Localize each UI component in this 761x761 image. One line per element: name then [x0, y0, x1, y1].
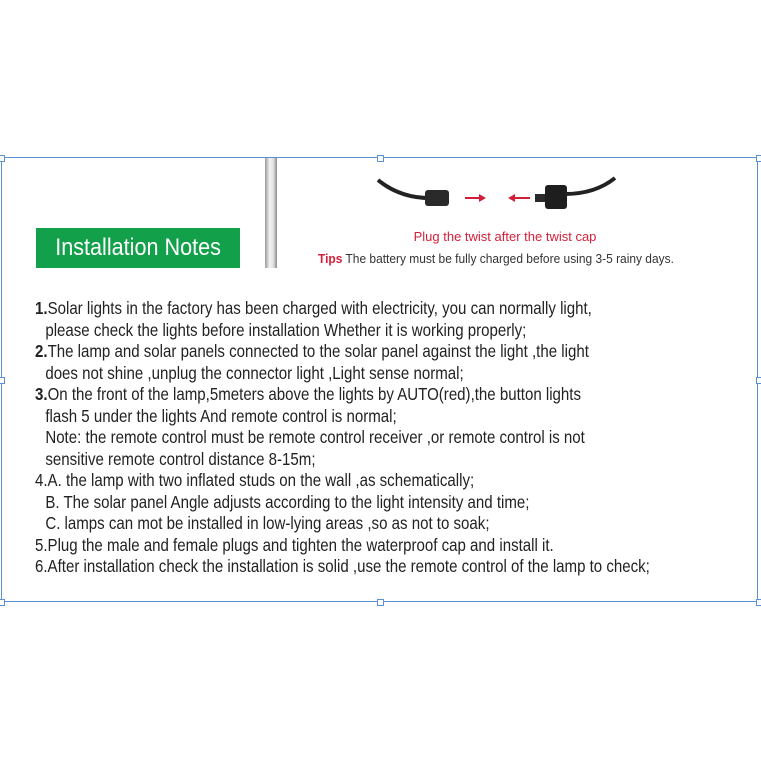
lamp-pole-image [265, 158, 277, 268]
resize-handle[interactable] [0, 599, 5, 606]
arrow-left-icon [508, 194, 530, 202]
note-line: 4.A. the lamp with two inflated studs on the wall ,as schematically; [35, 470, 475, 490]
note-line: Note: the remote control must be remote control receiver ,or remote control is not [45, 427, 585, 447]
note-line [35, 341, 650, 363]
note-number: 2. [35, 341, 48, 361]
tips-label: Tips [318, 251, 343, 266]
note-line: please check the lights before installation Whether it is working properly; [45, 319, 527, 340]
note-line: flash 5 under the lights And remote control is normal; [45, 405, 397, 426]
note-text: On the front of the lamp,5meters above the lights by AUTO(red),the button lights [47, 384, 582, 404]
connector-cable-diagram [375, 170, 620, 215]
tips-text: The battery must be fully charged before using 3-5 rainy days. [342, 251, 674, 266]
note-number: 3. [35, 384, 48, 404]
female-plug-icon [425, 190, 449, 206]
note-number: 1. [35, 298, 48, 318]
note-text: Solar lights in the factory has been charged with electricity, you can normally light, [47, 298, 592, 318]
note-line: C. lamps can mot be installed in low-lying areas ,so as not to soak; [45, 513, 490, 533]
resize-handle[interactable] [377, 155, 384, 162]
tips-line [318, 251, 674, 266]
note-text: The lamp and solar panels connected to the solar panel against the light ,the light [47, 341, 589, 361]
note-line [35, 384, 650, 406]
resize-handle[interactable] [377, 599, 384, 606]
resize-handle[interactable] [756, 377, 761, 384]
resize-handle[interactable] [0, 155, 5, 162]
note-line: B. The solar panel Angle adjusts according to the light intensity and time; [45, 491, 530, 512]
installation-notes-title [36, 228, 240, 268]
diagram-caption: Plug the twist after the twist cap [413, 229, 597, 244]
note-line: 5.Plug the male and female plugs and tighten the waterproof cap and install it. [35, 534, 554, 555]
arrow-right-icon [465, 194, 486, 202]
resize-handle[interactable] [756, 155, 761, 162]
note-line [35, 298, 650, 320]
resize-handle[interactable] [756, 599, 761, 606]
note-line: does not shine ,unplug the connector light ,Light sense normal; [45, 362, 464, 383]
male-plug-icon [545, 185, 567, 209]
installation-notes-list [35, 298, 650, 578]
resize-handle[interactable] [0, 377, 5, 384]
note-line: 6.After installation check the installation is solid ,use the remote control of the lamp to check; [35, 556, 650, 576]
title-text: Installation Notes [55, 234, 221, 261]
note-line: sensitive remote control distance 8-15m; [45, 448, 316, 469]
